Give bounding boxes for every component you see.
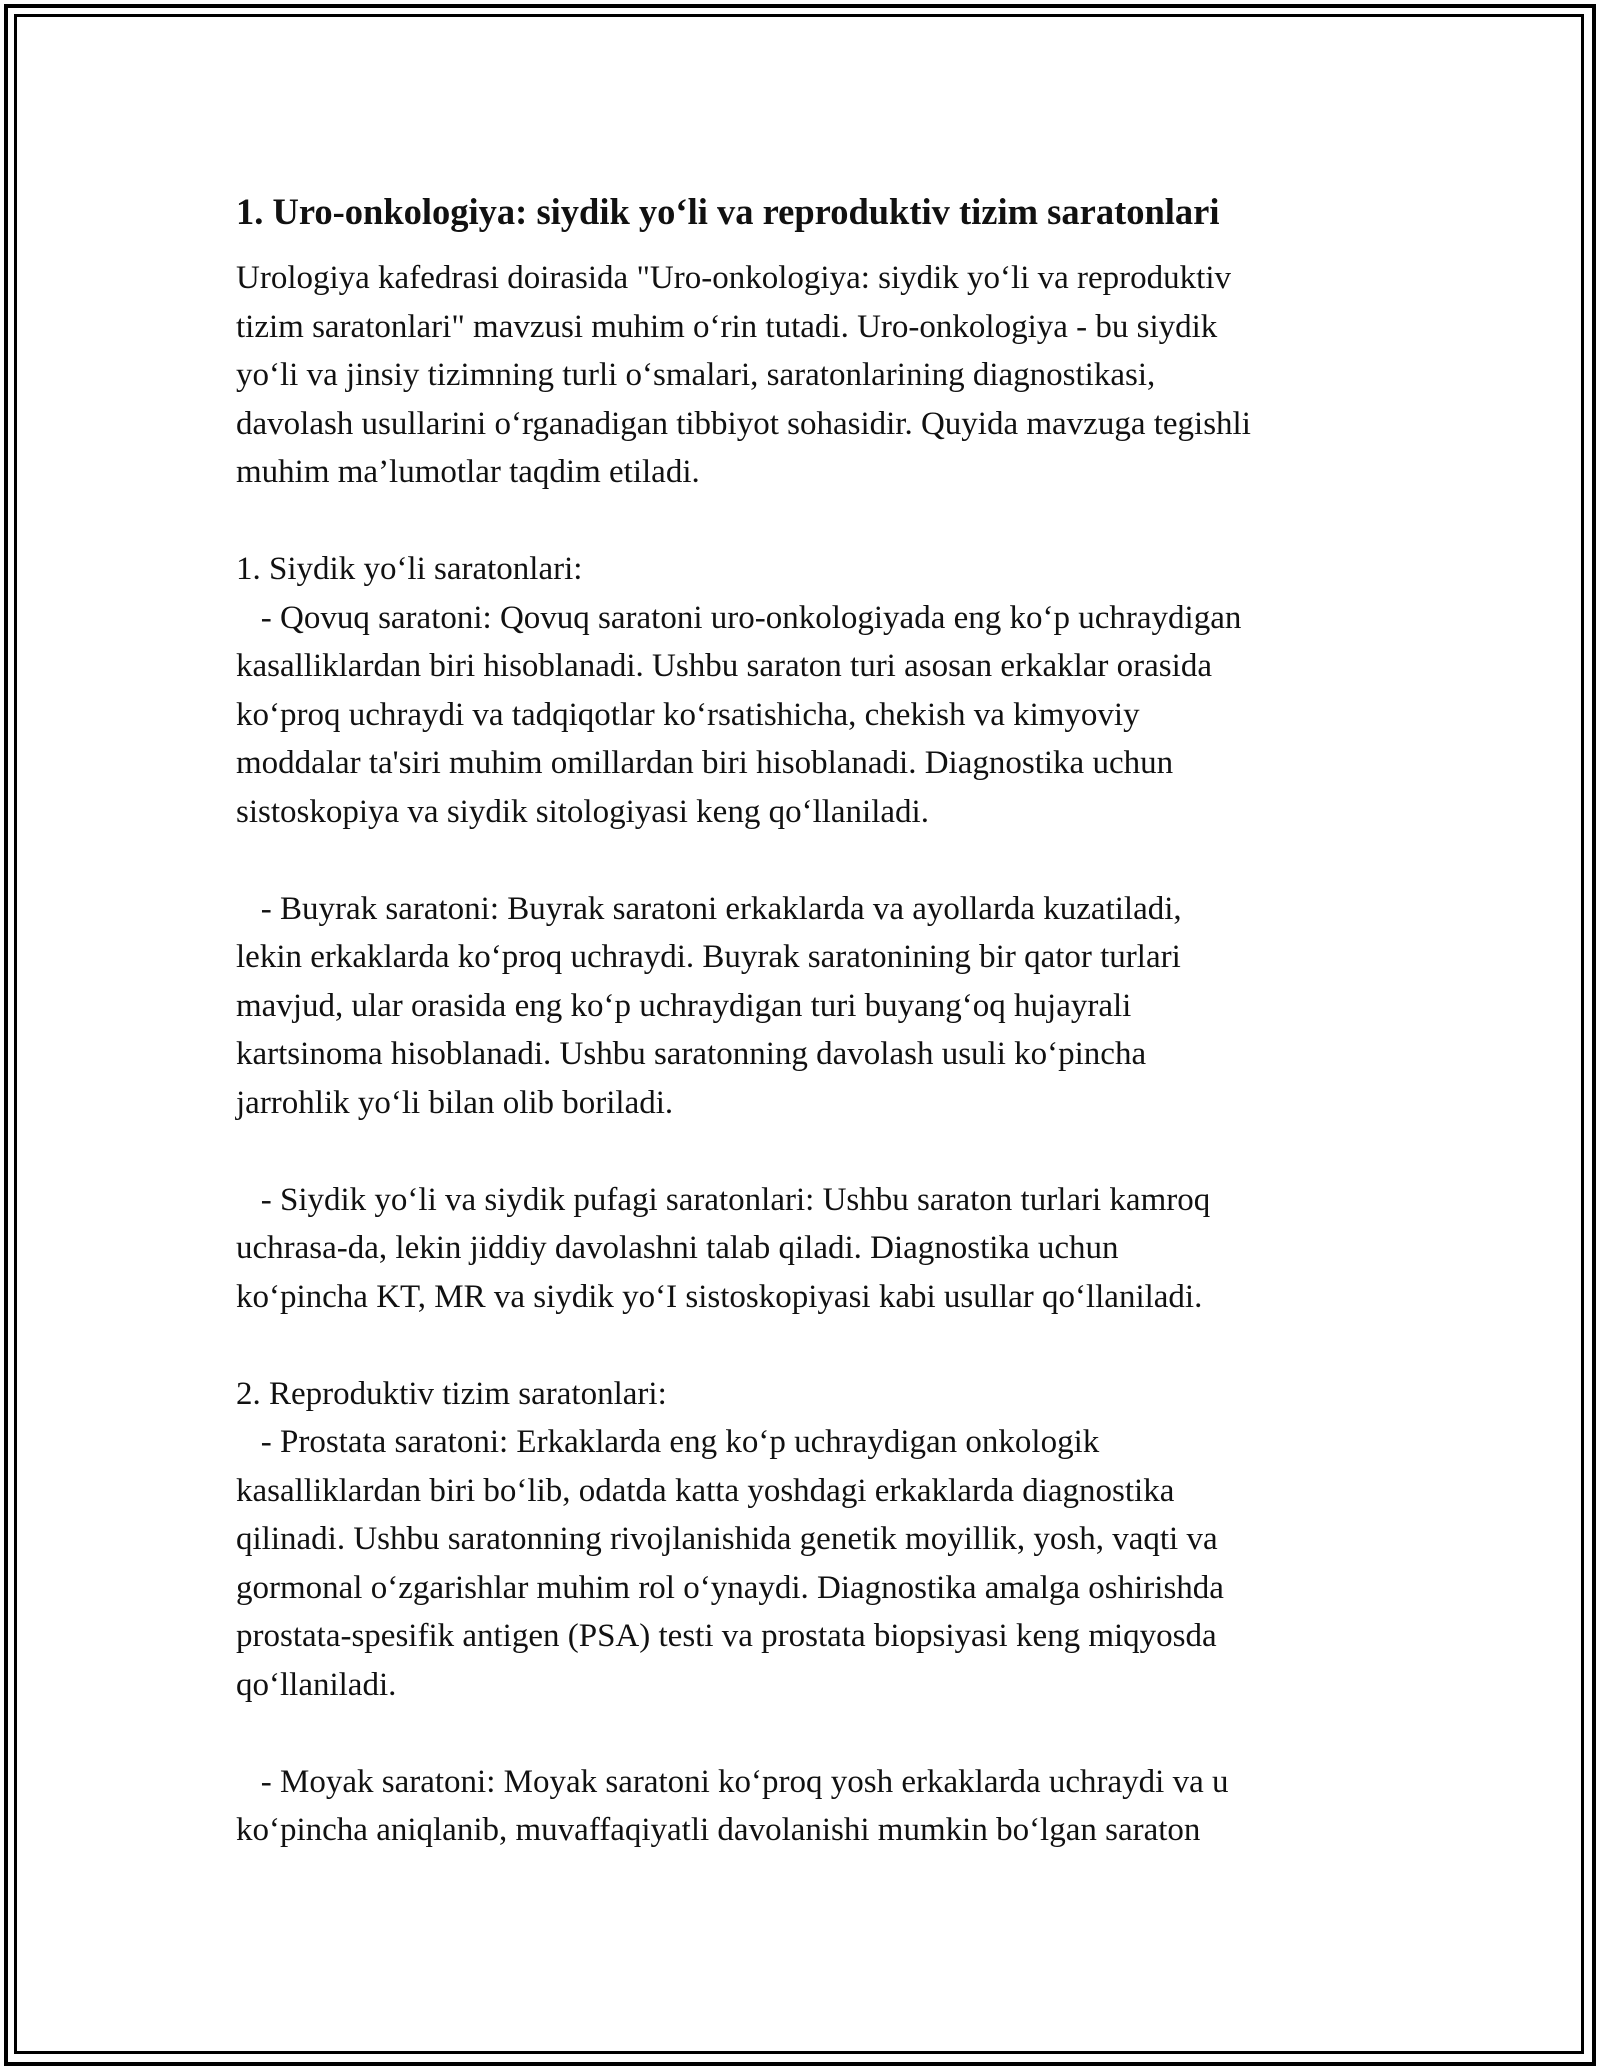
text-line: - Qovuq saratoni: Qovuq saratoni uro-onkologiyada eng ko‘p uchraydigan xyxy=(236,599,1242,636)
text-line: ko‘pincha aniqlanib, muvaffaqiyatli davolanishi mumkin bo‘lgan saraton xyxy=(236,1812,1201,1848)
text-line: Urologiya kafedrasi doirasida "Uro-onkologiya: siydik yo‘li va reproduktiv xyxy=(236,260,1231,296)
text-line: ko‘proq uchraydi va tadqiqotlar ko‘rsatishicha, chekish va kimyoviy xyxy=(236,696,1140,733)
text-line: sistoskopiya va siydik sitologiyasi keng qo‘llaniladi. xyxy=(236,793,929,830)
spacer xyxy=(236,1321,1386,1370)
text-line: qo‘llaniladi. xyxy=(236,1666,397,1703)
spacer xyxy=(236,497,1386,546)
spacer xyxy=(236,1127,1386,1176)
text-line: - Siydik yo‘li va siydik pufagi saratonlari: Ushbu saraton turlari kamroq xyxy=(236,1181,1211,1218)
text-line: lekin erkaklarda ko‘proq uchraydi. Buyrak saratonining bir qator turlari xyxy=(236,939,1181,975)
spacer xyxy=(236,836,1386,885)
text-line: gormonal o‘zgarishlar muhim rol o‘ynaydi. Diagnostika amalga oshirishda xyxy=(236,1569,1224,1606)
section-heading: 2. Reproduktiv tizim saratonlari: xyxy=(236,1375,667,1412)
text-line: ko‘pincha KT, MR va siydik yo‘I sistoskopiyasi kabi usullar qo‘llaniladi. xyxy=(236,1278,1203,1315)
section-reproductive-cancers xyxy=(236,1370,1386,1855)
text-line: qilinadi. Ushbu saratonning rivojlanishida genetik moyillik, yosh, vaqti va xyxy=(236,1521,1218,1557)
text-line: tizim saratonlari" mavzusi muhim o‘rin tutadi. Uro-onkologiya - bu siydik xyxy=(236,308,1218,345)
text-line: moddalar ta'siri muhim omillardan biri hisoblanadi. Diagnostika uchun xyxy=(236,745,1174,781)
text-line: kasalliklardan biri hisoblanadi. Ushbu saraton turi asosan erkaklar orasida xyxy=(236,648,1212,684)
text-line: muhim ma’lumotlar taqdim etiladi. xyxy=(236,454,700,490)
text-line: - Buyrak saratoni: Buyrak saratoni erkaklarda va ayollarda kuzatiladi, xyxy=(236,890,1182,927)
text-line: kasalliklardan biri bo‘lib, odatda katta yoshdagi erkaklarda diagnostika xyxy=(236,1472,1175,1509)
section-heading: 1. Siydik yo‘li saratonlari: xyxy=(236,551,583,587)
document-body xyxy=(236,186,1386,1855)
intro-paragraph xyxy=(236,254,1386,497)
text-line: mavjud, ular orasida eng ko‘p uchraydigan turi buyang‘oq hujayrali xyxy=(236,987,1132,1024)
text-line: jarrohlik yo‘li bilan olib boriladi. xyxy=(236,1084,674,1121)
text-line: davolash usullarini o‘rganadigan tibbiyot sohasidir. Quyida mavzuga tegishli xyxy=(236,405,1251,442)
text-line: - Prostata saratoni: Erkaklarda eng ko‘p uchraydigan onkologik xyxy=(236,1424,1100,1460)
section-urinary-tract-cancers xyxy=(236,545,1386,1321)
text-line: uchrasa-da, lekin jiddiy davolashni talab qiladi. Diagnostika uchun xyxy=(236,1230,1119,1266)
spacer xyxy=(236,1709,1386,1758)
text-line: prostata-spesifik antigen (PSA) testi va prostata biopsiyasi keng miqyosda xyxy=(236,1618,1217,1654)
text-line: yo‘li va jinsiy tizimning turli o‘smalari, saratonlarining diagnostikasi, xyxy=(236,357,1156,393)
text-line: - Moyak saratoni: Moyak saratoni ko‘proq yosh erkaklarda uchraydi va u xyxy=(236,1763,1229,1800)
text-line: kartsinoma hisoblanadi. Ushbu saratonning davolash usuli ko‘pincha xyxy=(236,1036,1147,1072)
document-heading: 1. Uro-onkologiya: siydik yo‘li va reproduktiv tizim saratonlari xyxy=(236,191,1220,232)
